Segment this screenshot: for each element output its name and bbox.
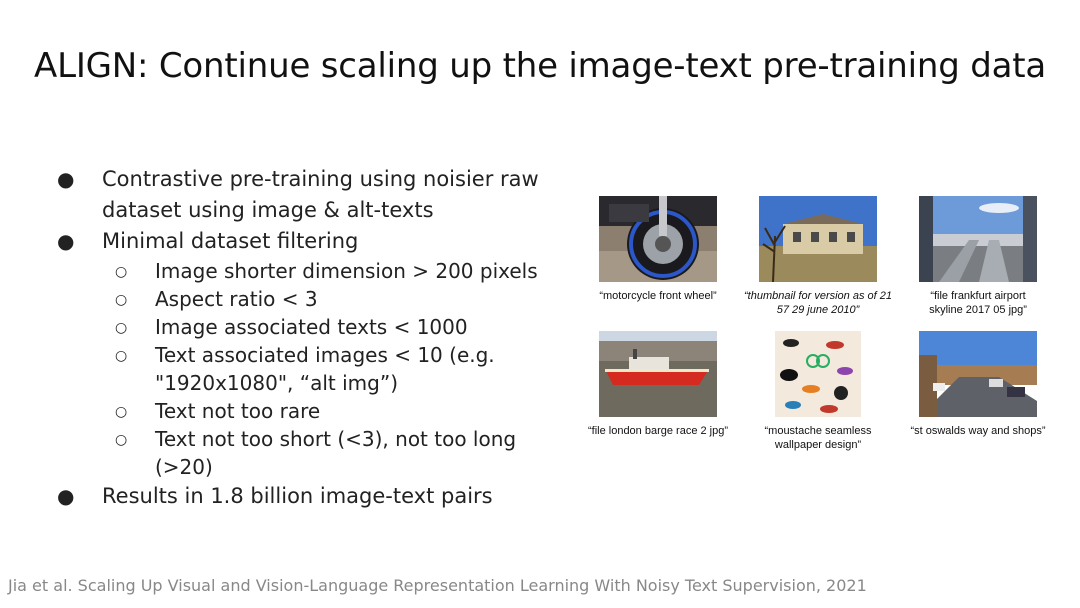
building-image	[759, 196, 877, 282]
example-item	[738, 331, 898, 452]
example-caption-line: 57 29 june 2010”	[776, 304, 860, 316]
sub-bullet-marker: ○	[115, 320, 128, 336]
example-caption-line: “file frankfurt airport	[930, 290, 1026, 302]
example-caption-line: wallpaper design”	[774, 439, 862, 451]
bullet-item	[57, 226, 577, 257]
sub-bullet-item	[57, 285, 577, 313]
sub-bullet-item	[57, 257, 577, 285]
sub-bullet-marker: ○	[115, 404, 128, 420]
example-caption-line: “moustache seamless	[764, 425, 872, 437]
motorcycle-image	[599, 196, 717, 282]
airport-image	[919, 196, 1037, 282]
bullet-marker: ●	[57, 167, 75, 191]
example-item	[578, 196, 738, 303]
bullet-item	[57, 164, 577, 226]
example-caption: “motorcycle front wheel”	[599, 290, 717, 302]
example-caption	[738, 289, 898, 317]
sub-bullet-text: Image associated texts < 1000	[155, 315, 468, 339]
example-item	[898, 331, 1058, 438]
sub-bullet-text-continued: "1920x1080", “alt img”)	[155, 371, 399, 395]
sub-bullet-marker: ○	[115, 348, 128, 364]
sub-bullet-item	[57, 397, 577, 425]
sub-bullet-text: Text not too short (<3), not too long (>20)	[155, 427, 517, 479]
bullet-text: Results in 1.8 billion image-text pairs	[102, 484, 493, 508]
example-caption: “st oswalds way and shops”	[910, 425, 1046, 437]
street-image	[919, 331, 1037, 417]
sub-bullet-marker: ○	[115, 292, 128, 308]
example-caption: “file london barge race 2 jpg”	[587, 425, 729, 437]
slide-title: ALIGN: Continue scaling up the image-text pre-training data	[34, 46, 1046, 86]
bullet-item	[57, 481, 577, 512]
sub-bullet-item	[57, 313, 577, 341]
example-item	[898, 196, 1058, 317]
example-caption	[898, 289, 1058, 317]
citation-footer: Jia et al. Scaling Up Visual and Vision-Language Representation Learning With Noisy Text Supervision, 2021	[8, 576, 867, 595]
sub-bullet-item	[57, 341, 577, 397]
example-item	[738, 196, 898, 317]
bullet-marker: ●	[57, 484, 75, 508]
sub-bullet-text: Image shorter dimension > 200 pixels	[155, 259, 538, 283]
example-caption-line: skyline 2017 05 jpg”	[929, 304, 1027, 316]
bullet-text-continued: dataset using image & alt-texts	[102, 198, 434, 222]
sub-bullet-text: Text associated images < 10 (e.g.	[155, 343, 495, 367]
sub-bullet-marker: ○	[115, 264, 128, 280]
sub-bullet-text: Aspect ratio < 3	[155, 287, 318, 311]
sub-bullet-item	[57, 425, 577, 481]
moustache-pattern-image	[775, 331, 861, 417]
example-caption	[738, 424, 898, 452]
bullet-marker: ●	[57, 229, 75, 253]
bullet-text: Contrastive pre-training using noisier raw	[102, 167, 539, 191]
example-caption-line: “thumbnail for version as of 21	[744, 290, 892, 302]
example-item	[578, 331, 738, 438]
bullet-text: Minimal dataset filtering	[102, 229, 359, 253]
barge-image	[599, 331, 717, 417]
example-image-grid	[578, 196, 1058, 456]
bullet-list	[57, 164, 577, 512]
sub-bullet-marker: ○	[115, 432, 128, 448]
sub-bullet-text: Text not too rare	[155, 399, 321, 423]
